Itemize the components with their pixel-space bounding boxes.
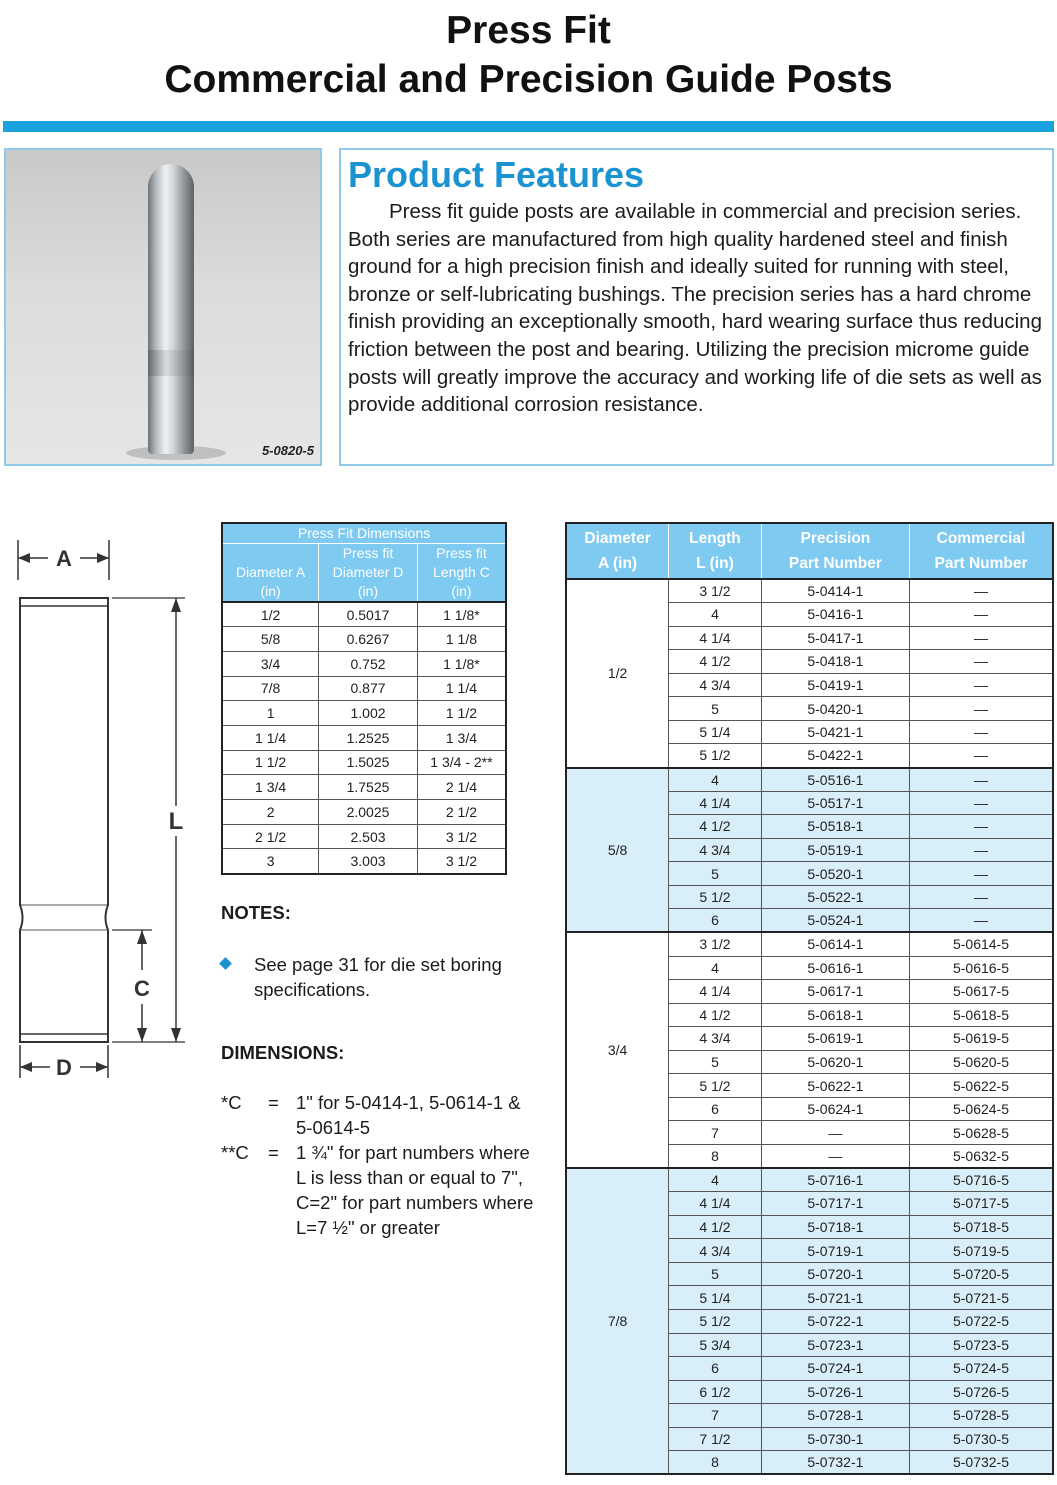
table-cell: 5-0732-1 <box>761 1451 909 1475</box>
table-row <box>222 725 506 750</box>
page-title <box>0 6 1057 104</box>
table-cell: 3/4 <box>222 651 319 676</box>
table-cell: 4 1/4 <box>669 626 762 650</box>
table-row <box>222 849 506 874</box>
table-cell: 5-0520-1 <box>761 862 909 886</box>
diameter-group-cell: 3/4 <box>566 932 669 1168</box>
table-cell: 4 3/4 <box>669 1239 762 1263</box>
table-cell: 5-0724-1 <box>761 1357 909 1381</box>
table-cell: 7 <box>669 1121 762 1145</box>
table-cell: 5-0717-1 <box>761 1192 909 1216</box>
table-cell: 7/8 <box>222 676 319 701</box>
table-cell: 5-0614-5 <box>910 932 1054 956</box>
table-cell: 2.503 <box>319 824 418 849</box>
table-cell: 8 <box>669 1145 762 1169</box>
table-cell: 5-0518-1 <box>761 815 909 839</box>
table-cell: 5-0719-1 <box>761 1239 909 1263</box>
table-cell: 3 1/2 <box>417 824 506 849</box>
table-cell: 5 <box>669 862 762 886</box>
table-cell: 1 3/4 <box>222 775 319 800</box>
table-cell: 1 1/4 <box>222 725 319 750</box>
table-cell: — <box>910 909 1054 933</box>
product-photo <box>4 148 322 466</box>
table-cell: — <box>910 720 1054 744</box>
table-cell: 5-0617-1 <box>761 980 909 1004</box>
table-cell: 1.7525 <box>319 775 418 800</box>
header-commercial: Commercial Part Number <box>910 523 1054 579</box>
table-row <box>566 932 1053 956</box>
table-cell: 5-0620-5 <box>910 1050 1054 1074</box>
table-cell: 5-0616-5 <box>910 956 1054 980</box>
table-row <box>222 602 506 627</box>
table-cell: 5-0618-1 <box>761 1003 909 1027</box>
table-cell: 3 1/2 <box>417 849 506 874</box>
pf-header-diameter-d: Press fit Diameter D (in) <box>319 544 418 603</box>
table-cell: — <box>910 673 1054 697</box>
table-cell: — <box>910 862 1054 886</box>
table-cell: 1 3/4 <box>417 725 506 750</box>
table-cell: 5-0716-5 <box>910 1168 1054 1192</box>
table-cell: 5-0624-5 <box>910 1097 1054 1121</box>
table-cell: — <box>761 1145 909 1169</box>
table-cell: 4 <box>669 603 762 627</box>
table-cell: 5-0720-5 <box>910 1262 1054 1286</box>
table-cell: 5-0417-1 <box>761 626 909 650</box>
table-cell: 5-0632-5 <box>910 1145 1054 1169</box>
table-cell: 5-0730-1 <box>761 1427 909 1451</box>
table-cell: 5-0721-1 <box>761 1286 909 1310</box>
table-cell: 5 3/4 <box>669 1333 762 1357</box>
pf-header-length-c: Press fit Length C (in) <box>417 544 506 603</box>
table-cell: 5-0728-1 <box>761 1404 909 1428</box>
diameter-group-cell: 7/8 <box>566 1168 669 1474</box>
label-a: A <box>56 546 72 571</box>
title-line-2: Commercial and Precision Guide Posts <box>164 58 893 101</box>
table-cell: 4 1/4 <box>669 1192 762 1216</box>
table-cell: 3.003 <box>319 849 418 874</box>
table-cell: — <box>910 815 1054 839</box>
table-cell: 5-0617-5 <box>910 980 1054 1004</box>
table-row <box>222 651 506 676</box>
table-cell: 5-0720-1 <box>761 1262 909 1286</box>
table-cell: 2.0025 <box>319 800 418 825</box>
table-cell: 4 1/4 <box>669 980 762 1004</box>
table-cell: 1.5025 <box>319 750 418 775</box>
press-fit-table-title: Press Fit Dimensions <box>222 523 506 544</box>
table-cell: 5-0719-5 <box>910 1239 1054 1263</box>
table-cell: 5-0421-1 <box>761 720 909 744</box>
table-cell: 5-0723-5 <box>910 1333 1054 1357</box>
table-cell: — <box>910 626 1054 650</box>
table-cell: 5-0416-1 <box>761 603 909 627</box>
table-row <box>222 750 506 775</box>
table-cell: 1 1/8 <box>417 627 506 652</box>
table-cell: 5-0716-1 <box>761 1168 909 1192</box>
table-cell: 4 <box>669 956 762 980</box>
header-precision: Precision Part Number <box>761 523 909 579</box>
table-cell: 0.6267 <box>319 627 418 652</box>
table-cell: 5-0622-5 <box>910 1074 1054 1098</box>
table-cell: 1 1/4 <box>417 676 506 701</box>
label-d: D <box>56 1055 72 1080</box>
table-cell: 4 3/4 <box>669 838 762 862</box>
table-cell: 4 1/2 <box>669 815 762 839</box>
table-cell: 1 3/4 - 2** <box>417 750 506 775</box>
table-cell: 1.2525 <box>319 725 418 750</box>
table-cell: 5-0718-5 <box>910 1215 1054 1239</box>
press-fit-dimensions-table <box>221 522 507 875</box>
table-cell: 1.002 <box>319 701 418 726</box>
table-cell: 5 <box>669 697 762 721</box>
part-number-table <box>565 522 1054 1475</box>
table-cell: 4 1/2 <box>669 650 762 674</box>
table-cell: 5 1/2 <box>669 1074 762 1098</box>
table-cell: 1 1/8* <box>417 651 506 676</box>
table-cell: — <box>910 579 1054 603</box>
table-cell: — <box>910 650 1054 674</box>
diameter-group-cell: 1/2 <box>566 579 669 768</box>
table-cell: 3 <box>222 849 319 874</box>
table-cell: 5-0517-1 <box>761 791 909 815</box>
table-cell: 5-0622-1 <box>761 1074 909 1098</box>
table-cell: 5 1/4 <box>669 1286 762 1310</box>
guide-post-image <box>148 164 194 454</box>
table-cell: 3 1/2 <box>669 932 762 956</box>
table-cell: 5-0721-5 <box>910 1286 1054 1310</box>
table-cell: 5-0420-1 <box>761 697 909 721</box>
table-cell: 2 <box>222 800 319 825</box>
table-cell: 1 1/8* <box>417 602 506 627</box>
table-cell: 4 <box>669 768 762 792</box>
table-cell: 1 1/2 <box>222 750 319 775</box>
table-cell: 4 1/4 <box>669 791 762 815</box>
table-cell: — <box>910 697 1054 721</box>
table-cell: 5-0618-5 <box>910 1003 1054 1027</box>
table-cell: 5-0524-1 <box>761 909 909 933</box>
table-cell: 5-0516-1 <box>761 768 909 792</box>
table-cell: 6 1/2 <box>669 1380 762 1404</box>
table-cell: 4 1/2 <box>669 1003 762 1027</box>
table-cell: 5-0422-1 <box>761 744 909 768</box>
header-rule <box>3 121 1054 132</box>
table-cell: 5-0732-5 <box>910 1451 1054 1475</box>
product-features-panel <box>339 148 1054 466</box>
table-cell: 5-0722-5 <box>910 1309 1054 1333</box>
table-cell: 1 1/2 <box>417 701 506 726</box>
table-cell: 1/2 <box>222 602 319 627</box>
table-row <box>222 627 506 652</box>
table-row <box>222 676 506 701</box>
features-text: Press fit guide posts are available in commercial and precision series. Both series are manufactured from high quality hardened steel and finish ground for a high precision finish and ideally suited for running with steel, bronze or self-lubricating bushings. The precision series has a hard chrome finish providing an exceptionally smooth, hard wearing surface thus reducing friction between the post and bearing. Utilizing the precision microme guide posts will greatly improve the accuracy and working life of die sets as well as provide additional corrosion resistance. <box>348 200 1042 417</box>
table-cell: — <box>910 885 1054 909</box>
table-cell: — <box>910 768 1054 792</box>
table-cell: 5 1/4 <box>669 720 762 744</box>
table-cell: 5 1/2 <box>669 1309 762 1333</box>
table-cell: — <box>910 838 1054 862</box>
table-cell: 5 <box>669 1050 762 1074</box>
table-cell: — <box>910 791 1054 815</box>
table-cell: 2 1/2 <box>417 800 506 825</box>
table-row <box>222 775 506 800</box>
table-cell: — <box>761 1121 909 1145</box>
table-cell: 5-0616-1 <box>761 956 909 980</box>
label-c: C <box>134 976 150 1001</box>
table-cell: 4 3/4 <box>669 673 762 697</box>
table-cell: 5-0624-1 <box>761 1097 909 1121</box>
title-line-1: Press Fit <box>446 9 611 52</box>
notes-heading: NOTES: <box>221 902 291 923</box>
table-cell: 5-0419-1 <box>761 673 909 697</box>
diameter-group-cell: 5/8 <box>566 768 669 933</box>
table-cell: 5-0724-5 <box>910 1357 1054 1381</box>
table-cell: 5 <box>669 1262 762 1286</box>
table-cell: 4 1/2 <box>669 1215 762 1239</box>
table-cell: 2 1/4 <box>417 775 506 800</box>
post-band <box>148 350 194 376</box>
table-row <box>566 768 1053 792</box>
bullet-diamond-icon <box>219 957 232 970</box>
note-text: See page 31 for die set boring specifications. <box>254 954 502 1000</box>
table-cell: 6 <box>669 1097 762 1121</box>
table-cell: 5-0726-1 <box>761 1380 909 1404</box>
table-row <box>222 800 506 825</box>
table-cell: — <box>910 744 1054 768</box>
table-cell: 5/8 <box>222 627 319 652</box>
table-cell: 0.5017 <box>319 602 418 627</box>
table-cell: 5 1/2 <box>669 744 762 768</box>
table-cell: 8 <box>669 1451 762 1475</box>
table-cell: 0.877 <box>319 676 418 701</box>
part-number-table-body <box>566 579 1053 1474</box>
table-cell: 4 3/4 <box>669 1027 762 1051</box>
table-cell: 1 <box>222 701 319 726</box>
header-length: Length L (in) <box>669 523 762 579</box>
features-heading: Product Features <box>348 154 645 195</box>
table-cell: 0.752 <box>319 651 418 676</box>
table-cell: 5-0628-5 <box>910 1121 1054 1145</box>
pf-header-diameter-a: Diameter A (in) <box>222 544 319 603</box>
table-row <box>222 824 506 849</box>
table-cell: 4 <box>669 1168 762 1192</box>
table-cell: 5-0418-1 <box>761 650 909 674</box>
table-cell: 7 1/2 <box>669 1427 762 1451</box>
table-cell: 5-0728-5 <box>910 1404 1054 1428</box>
table-cell: 7 <box>669 1404 762 1428</box>
table-cell: 6 <box>669 909 762 933</box>
table-cell: 5-0619-5 <box>910 1027 1054 1051</box>
table-cell: 5-0620-1 <box>761 1050 909 1074</box>
table-row <box>566 1168 1053 1192</box>
table-cell: 6 <box>669 1357 762 1381</box>
guide-post-diagram <box>0 530 200 1090</box>
table-row <box>566 579 1053 603</box>
table-cell: 5-0519-1 <box>761 838 909 862</box>
table-cell: 5-0619-1 <box>761 1027 909 1051</box>
label-l: L <box>168 808 184 835</box>
dimensions-heading: DIMENSIONS: <box>221 1042 345 1063</box>
table-cell: 2 1/2 <box>222 824 319 849</box>
table-cell: 5-0723-1 <box>761 1333 909 1357</box>
table-cell: 5-0726-5 <box>910 1380 1054 1404</box>
table-cell: 5-0730-5 <box>910 1427 1054 1451</box>
table-cell: — <box>910 603 1054 627</box>
table-cell: 5-0717-5 <box>910 1192 1054 1216</box>
table-cell: 5-0522-1 <box>761 885 909 909</box>
table-cell: 5 1/2 <box>669 885 762 909</box>
table-cell: 5-0614-1 <box>761 932 909 956</box>
table-cell: 5-0722-1 <box>761 1309 909 1333</box>
header-diameter: Diameter A (in) <box>566 523 669 579</box>
table-cell: 5-0718-1 <box>761 1215 909 1239</box>
notes-section: NOTES: See page 31 for die set boring specifications. DIMENSIONS: *C = 1" for 5-0414-1, 5-0614-1 & 5-0614-5 **C = 1 ¾" for part numbers where L is less than or equal to 7", C=2" for part numbers where L=7 ½" or greater <box>221 902 541 924</box>
press-fit-table-body <box>222 602 506 874</box>
photo-caption: 5-0820-5 <box>261 443 314 458</box>
features-body <box>348 198 1048 419</box>
table-cell: 5-0414-1 <box>761 579 909 603</box>
table-row <box>222 701 506 726</box>
table-cell: 3 1/2 <box>669 579 762 603</box>
